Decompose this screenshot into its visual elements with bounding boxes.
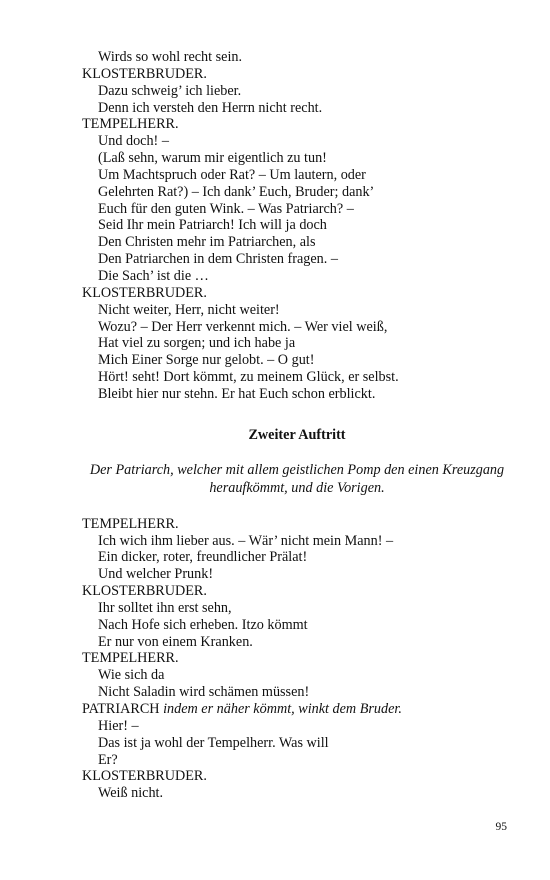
verse-line: (Laß sehn, warum mir eigentlich zu tun! <box>98 150 327 167</box>
page-number: 95 <box>495 821 507 833</box>
stage-direction <box>82 461 512 497</box>
verse-line: Nicht Saladin wird schämen müssen! <box>98 684 310 701</box>
verse-line: Ihr solltet ihn erst sehn, <box>98 599 232 616</box>
verse-line: Er nur von einem Kranken. <box>98 633 253 650</box>
stage-direction-line-1: Der Patriarch, welcher mit allem geistlichen Pomp den einen Kreuzgang <box>89 461 505 478</box>
book-page <box>82 49 512 802</box>
verse-line: Das ist ja wohl der Tempelherr. Was will <box>98 734 329 751</box>
verse-line: Nicht weiter, Herr, nicht weiter! <box>98 301 280 318</box>
verse-line: Wirds so wohl recht sein. <box>98 49 243 65</box>
verse-line: Euch für den guten Wink. – Was Patriarch? – <box>98 200 354 217</box>
verse-line: Dazu schweig’ ich lieber. <box>98 82 242 99</box>
verse-line: Hier! – <box>98 717 139 734</box>
speaker-name: TEMPELHERR. <box>82 116 179 133</box>
verse-line: Und doch! – <box>98 133 169 150</box>
inline-stage-direction: indem er näher kömmt, winkt dem Bruder. <box>163 701 402 717</box>
verse-line: Nach Hofe sich erheben. Itzo kömmt <box>98 616 308 633</box>
verse-line: Weiß nicht. <box>98 785 164 802</box>
verse-line: Hat viel zu sorgen; und ich habe ja <box>98 335 296 352</box>
verse-line: Wozu? – Der Herr verkennt mich. – Wer viel weiß, <box>98 318 388 335</box>
scene-title: Zweiter Auftritt <box>248 426 346 443</box>
verse-line: Bleibt hier nur stehn. Er hat Euch schon erblickt. <box>98 385 376 402</box>
dialogue-block-top <box>82 49 512 403</box>
verse-line: Ich wich ihm lieber aus. – Wär’ nicht mein Mann! – <box>98 532 394 549</box>
verse-line: Die Sach’ ist die … <box>98 267 209 284</box>
speaker-name: KLOSTERBRUDER. <box>82 768 207 785</box>
verse-line: Und welcher Prunk! <box>98 566 214 583</box>
speaker-name: TEMPELHERR. <box>82 515 179 532</box>
verse-line: Um Machtspruch oder Rat? – Um lautern, oder <box>98 166 366 183</box>
verse-line: Seid Ihr mein Patriarch! Ich will ja doch <box>98 217 327 234</box>
verse-line: Ein dicker, roter, freundlicher Prälat! <box>98 549 308 566</box>
verse-line: Hört! seht! Dort kömmt, zu meinem Glück, er selbst. <box>98 369 399 386</box>
speaker-line <box>82 701 512 718</box>
verse-line: Mich Einer Sorge nur gelobt. – O gut! <box>98 352 315 369</box>
speaker-name: KLOSTERBRUDER. <box>82 284 207 301</box>
verse-line: Wie sich da <box>98 667 165 684</box>
verse-line: Denn ich versteh den Herrn nicht recht. <box>98 99 323 116</box>
stage-direction-line-2: heraufkömmt, und die Vorigen. <box>209 479 385 496</box>
speaker-name: KLOSTERBRUDER. <box>82 65 207 82</box>
verse-line: Den Christen mehr im Patriarchen, als <box>98 234 316 251</box>
verse-line: Den Patriarchen in dem Christen fragen. – <box>98 251 338 268</box>
dialogue-block-bottom <box>82 516 512 802</box>
verse-line: Er? <box>98 751 118 768</box>
speaker-name: KLOSTERBRUDER. <box>82 583 207 600</box>
verse-line: Gelehrten Rat?) – Ich dank’ Euch, Bruder; dank’ <box>98 183 375 200</box>
speaker-name: TEMPELHERR. <box>82 650 179 667</box>
speaker-name: PATRIARCH <box>82 701 160 717</box>
